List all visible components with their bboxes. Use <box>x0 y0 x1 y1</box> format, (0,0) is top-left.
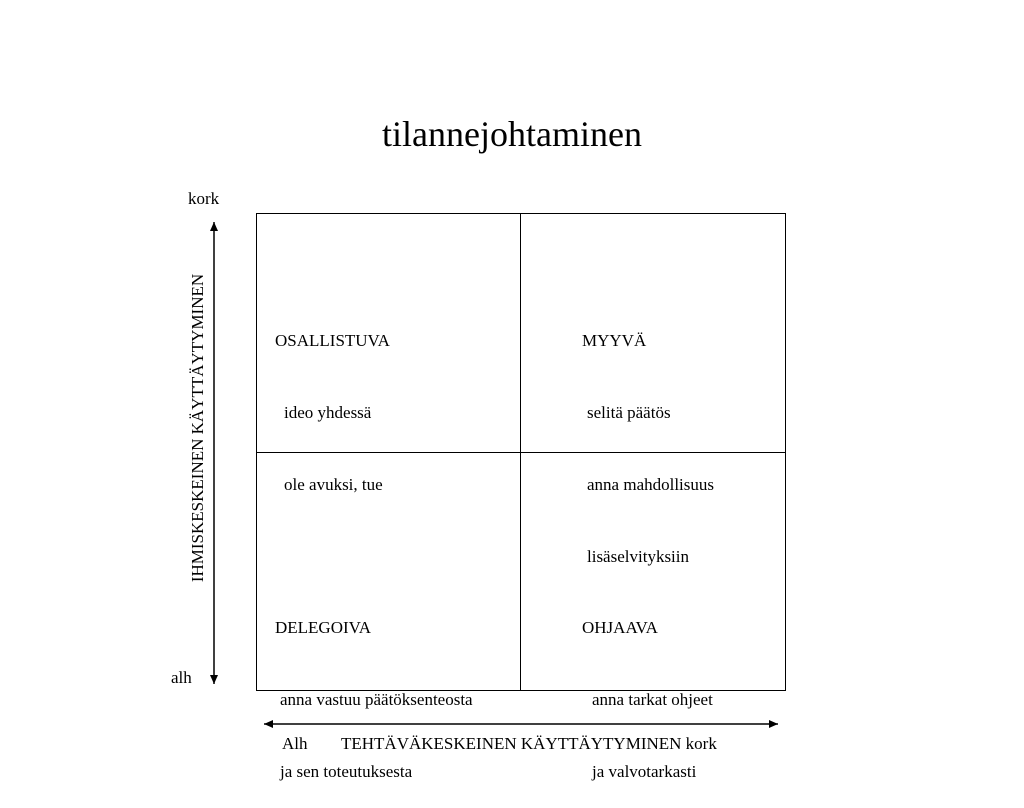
quadrant-heading: MYYVÄ <box>582 331 647 350</box>
x-axis-title: TEHTÄVÄKESKEINEN KÄYTTÄYTYMINEN kork <box>341 734 717 753</box>
quadrant-line: anna tarkat ohjeet <box>592 690 713 709</box>
quadrant-line: ole avuksi, tue <box>284 475 383 494</box>
quadrant-heading: OHJAAVA <box>582 618 658 637</box>
quadrant-line: ja valvotarkasti <box>592 762 697 781</box>
quadrant-ohjaava <box>582 568 713 808</box>
quadrant-line: ideo yhdessä <box>284 403 372 422</box>
page-title: tilannejohtaminen <box>382 114 642 154</box>
quadrant-delegoiva <box>275 568 473 808</box>
quadrant-heading: DELEGOIVA <box>275 618 372 637</box>
quadrant-line: anna mahdollisuus <box>587 475 715 494</box>
quadrant-line: lisäselvityksiin <box>587 547 689 566</box>
quadrant-myyva <box>582 281 714 593</box>
y-axis-title: IHMISKESKEINEN KÄYTTÄYTYMINEN <box>188 273 207 583</box>
quadrant-line: ja sen toteutuksesta <box>280 762 413 781</box>
quadrant-heading: OSALLISTUVA <box>275 331 390 350</box>
y-axis-low-label: alh <box>171 668 192 687</box>
x-axis-low-label: Alh <box>282 734 308 753</box>
quadrant-line: selitä päätös <box>587 403 671 422</box>
quadrant-osallistuva <box>275 281 390 521</box>
quadrant-line: anna vastuu päätöksenteosta <box>280 690 473 709</box>
y-axis-high-label: kork <box>188 189 220 208</box>
